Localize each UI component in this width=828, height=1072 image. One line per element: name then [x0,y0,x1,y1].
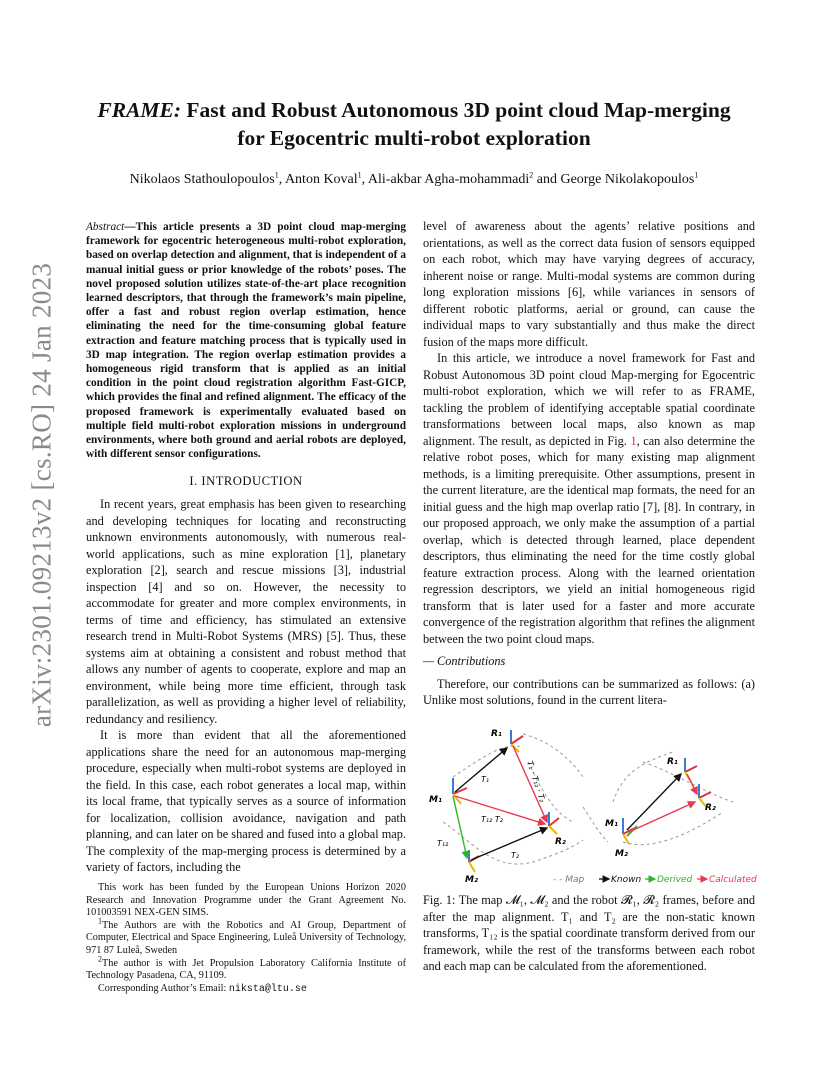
funding-note: This work has been funded by the European Unions Horizon 2020 Research and Innovation Programme under the Grant Agreement No. 101003591 NEX-GEN SIMS. [86,882,406,919]
label-T1T12T2: T₁ · T₁₂ · T₂ [525,759,547,804]
label-M1: M₁ [605,819,618,829]
footnotes [86,882,406,996]
paragraph-text: , can also determine the relative robot poses, which for many existing map alignment methods, is a limiting prerequisite. Other assumptions, present in the current literature, are the identical map formats, the need for an initial guess and the high map overlap ratio [7], [8]. In contrary, in our proposed approach, we only make the assumption of a partial overlap, which is detected through learned, place dependent descriptors, thus eliminating the need for the time costly global feature extraction process. Along with the learned orientation regression descriptors, we yield an initial homogeneous rigid transform that is later used for a faster and more accurate convergence of the registration algorithm that refines the alignment between the two point cloud maps. [423,433,756,646]
paragraph [423,350,755,647]
arxiv-stamp [22,262,62,728]
label-T12T2: T₁₂ T₂ [481,815,503,824]
transform-T2-known [471,828,547,860]
figure-diagram [423,722,758,887]
label-R2: R₂ [555,837,566,847]
figure-caption: Fig. 1: The map 𝓜₁, 𝓜₂ and the robot 𝓡₁, 𝓡₂ frames, before and after the map alignment. T₁ and T₂ are the non-static known transforms, T₁₂ is the spatial coordinate transform derived from our framework, while the rest of the transforms between each robot and each map can be calculated from the aforementioned. [423,893,755,973]
section-heading-introduction: I. INTRODUCTION [189,474,303,488]
paragraph-text: In this article, we introduce a novel framework for Fast and Robust Autonomous 3D point cloud Map-merging for Egocentric multi-robot exploration, which we will refer to as FRAME, tackling the problem of identifying acceptable spatial coordinate transformations between local maps, also known as map alignment. The result, as depicted in Fig. [423,351,755,448]
footnote-1 [86,916,406,958]
legend-map: - - Map [553,875,585,885]
label-R1: R₁ [667,757,678,767]
arxiv-identifier: arXiv:2301.09213v2 [cs.RO] 24 Jan 2023 [26,262,57,728]
title-frame: FRAME: [97,98,182,122]
author-name: Anton Koval [284,172,358,187]
frame-R1 [511,730,523,752]
frame-M2 [469,850,479,872]
paragraph: level of awareness about the agents’ relative positions and orientations, as well as the correct data fusion of sensors equipped on each robot, which may have varying degrees of accuracy, inherent noise or range. Multi-modal systems are common during long exploration missions [6], while variances in sensors of different robotic platforms, aerial or ground, can cause the individual maps to vary substantially and thus make the direct fusion of the maps more difficult. [423,219,755,349]
legend-derived: Derived [657,875,693,885]
legend-calculated: Calculated [709,875,757,885]
label-T1: T₁ [481,775,490,784]
label-R2: R₂ [705,803,716,813]
author-name: Nikolaos Stathoulopoulos [129,172,275,187]
title-line2: for Egocentric multi-robot exploration [237,126,591,150]
contributions-heading: — Contributions [423,654,506,668]
paragraph: In recent years, great emphasis has been given to researching and developing techniques for locating and reconstructing unknown environments autonomously, with numerous real-world applications, such as mine exploration [1], planetary exploration [2], search and rescue missions [3], industrial inspection [4] and so on. However, the necessity to accommodate for greater and more complex environments, in terms of time and efficiency, has stimulated an extensive research trend in Multi-Robot Systems (MRS) [5]. Thus, these systems aim at obtaining a consistent and robust method that allows any number of agents to cooperate, explore and map an environment, while being more time efficient, through task parallelization, as well as providing a higher level of reliability, redundancy and resiliency. [86,497,406,726]
author-affiliation: 1 [357,170,362,180]
footnote-marker: 2 [98,954,102,964]
author-affiliation: 1 [694,170,699,180]
label-R1: R₁ [491,729,502,739]
footnote-2 [86,954,406,983]
transform-calculated [687,774,697,794]
corresponding-label: Corresponding Author’s Email: [98,982,229,994]
introduction-body [86,496,406,876]
paragraph: Therefore, our contributions can be summarized as follows: (a) Unlike most solutions, found in the current litera- [423,676,755,707]
author-list [60,172,768,188]
paper-title [60,96,768,152]
author-separator: , [361,172,368,187]
legend-known: Known [611,875,642,885]
abstract-text: This article presents a 3D point cloud map-merging framework for egocentric heterogeneous multi-robot exploration, based on overlap detection and alignment, that is independent of a manual initial guess or prior knowledge of the robots’ poses. The novel proposed solution utilizes state-of-the-art place recognition learned descriptors, that through the framework’s main pipeline, offer a fast and robust region overlap estimation, hence eliminating the need for the time-consuming global feature extraction and feature matching process that is typically used in 3D map integration. The region overlap estimation provides a homogeneous rigid transform that is applied as an initial condition in the point cloud registration algorithm Fast-GICP, which provides the final and refined alignment. The efficacy of the proposed framework is experimentally evaluated based on multiple field multi-robot exploration missions in underground environments, where both ground and aerial robots are deployed, with different sensor configurations. [86,221,406,461]
frame-R1 [685,758,697,782]
footnote-text: The Authors are with the Robotics and AI Group, Department of Computer, Electrical and Space Engineering, Luleå University of Technology, 971 87 Luleå, Sweden [86,919,406,956]
paragraph: It is more than evident that all the aforementioned applications share the need for an autonomous map-merging procedure, especially when multi-robot systems are deployed in the field. In this case, each robot generates a local map, within its local frame, that typically serves as a source of information for localization, collision avoidance, navigation and path planning, and can later on be shared and fused into a global map. The complexity of the map-merging process is determined by a variety of factors, including the [86,728,406,874]
corresponding-author [86,983,406,997]
abstract-dash: — [124,221,136,233]
label-T12: T₁₂ [437,839,449,848]
label-M2: M₂ [465,875,478,885]
right-column-body [423,218,755,709]
label-M2: M₂ [615,849,628,859]
figure-reference-link[interactable]: 1 [630,433,637,448]
transform-known [627,774,681,830]
author-separator: , [278,172,285,187]
footnote-text: The author is with Jet Propulsion Laboratory California Institute of Technology Pasadena, CA, 91109. [86,957,406,982]
map-outline [443,734,608,864]
label-T2: T₂ [511,851,520,860]
author-affiliation: 2 [529,170,534,180]
title-line1: Fast and Robust Autonomous 3D point cloud Map-merging [181,98,731,122]
abstract [86,220,406,461]
transform-T12-derived [453,796,467,858]
author-name: George Nikolakopoulos [560,172,695,187]
frame-R2 [549,812,559,834]
footnote-marker: 1 [98,916,102,926]
figure-legend [553,875,757,885]
author-name: Ali-akbar Agha-mohammadi [367,172,530,187]
abstract-label: Abstract [86,221,125,233]
figure-map-alignment [423,722,758,887]
author-separator: and [533,172,561,187]
email-link[interactable]: niksta@ltu.se [228,983,307,995]
label-M1: M₁ [429,795,442,805]
author-affiliation: 1 [274,170,279,180]
